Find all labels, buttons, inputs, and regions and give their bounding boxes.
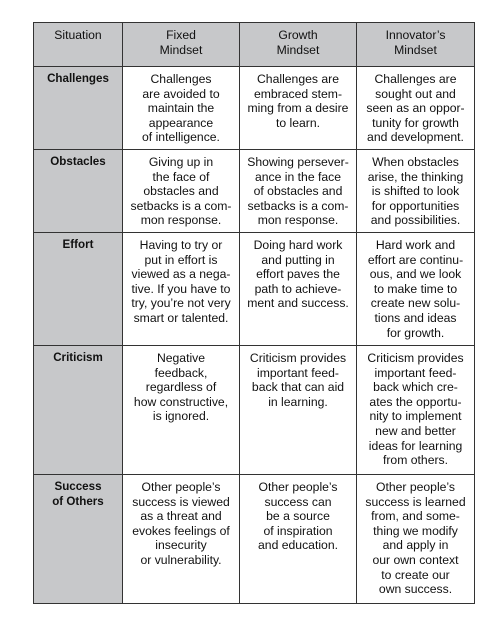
growth-mindset-cell: Criticism provides important feed- back that can aid in learning. (240, 346, 357, 475)
fixed-mindset-cell: Challenges are avoided to maintain the appearance of intelligence. (123, 67, 240, 150)
situation-cell: Success of Others (34, 475, 123, 604)
header-situation: Situation (34, 23, 123, 67)
situation-cell: Challenges (34, 67, 123, 150)
innovators-mindset-cell: When obstacles arise, the thinking is shifted to look for opportunities and possibilities. (357, 150, 475, 233)
header-row (34, 23, 475, 67)
innovators-mindset-cell: Criticism provides important feed- back which cre- ates the opportu- nity to implement new and better ideas for learning from others. (357, 346, 475, 475)
header-growth-mindset: Growth Mindset (240, 23, 357, 67)
table-row (34, 150, 475, 233)
situation-cell: Obstacles (34, 150, 123, 233)
situation-cell: Criticism (34, 346, 123, 475)
growth-mindset-cell: Other people’s success can be a source of inspiration and education. (240, 475, 357, 604)
table-row (34, 67, 475, 150)
table-row (34, 233, 475, 346)
growth-mindset-cell: Doing hard work and putting in effort paves the path to achieve- ment and success. (240, 233, 357, 346)
innovators-mindset-cell: Other people’s success is learned from, and some- thing we modify and apply in our own context to create our own success. (357, 475, 475, 604)
growth-mindset-cell: Challenges are embraced stem- ming from a desire to learn. (240, 67, 357, 150)
table-row (34, 475, 475, 604)
innovators-mindset-cell: Challenges are sought out and seen as an oppor- tunity for growth and development. (357, 67, 475, 150)
growth-mindset-cell: Showing persever- ance in the face of obstacles and setbacks is a com- mon response. (240, 150, 357, 233)
fixed-mindset-cell: Other people’s success is viewed as a threat and evokes feelings of insecurity or vulnerability. (123, 475, 240, 604)
mindset-comparison-table (33, 22, 475, 604)
fixed-mindset-cell: Negative feedback, regardless of how constructive, is ignored. (123, 346, 240, 475)
fixed-mindset-cell: Giving up in the face of obstacles and setbacks is a com- mon response. (123, 150, 240, 233)
table-row (34, 346, 475, 475)
header-fixed-mindset: Fixed Mindset (123, 23, 240, 67)
situation-cell: Effort (34, 233, 123, 346)
header-innovators-mindset: Innovator’s Mindset (357, 23, 475, 67)
innovators-mindset-cell: Hard work and effort are continu- ous, and we look to make time to create new solu- tions and ideas for growth. (357, 233, 475, 346)
fixed-mindset-cell: Having to try or put in effort is viewed as a nega- tive. If you have to try, you’re not very smart or talented. (123, 233, 240, 346)
